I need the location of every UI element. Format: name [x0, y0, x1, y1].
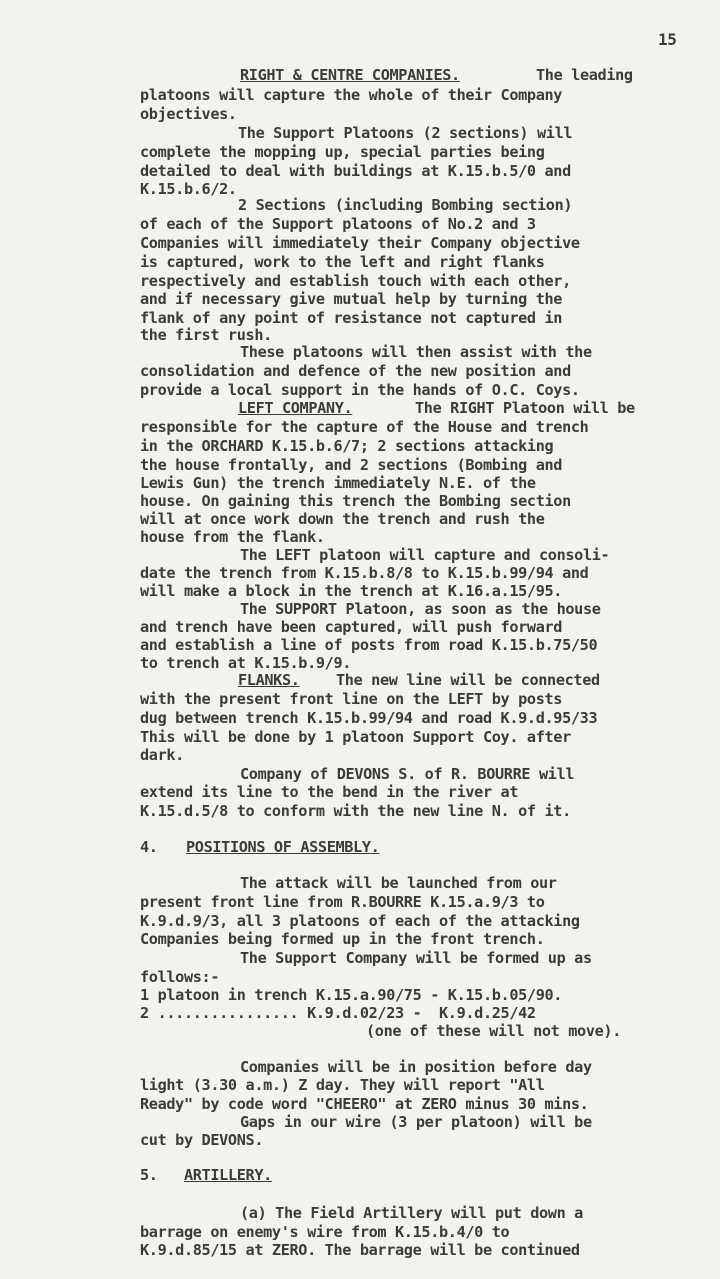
text-line: (one of these will not move).	[366, 1022, 622, 1040]
text-line: is captured, work to the left and right flanks	[140, 253, 545, 271]
text-line: to trench at K.15.b.9/9.	[140, 654, 352, 672]
text-line: Gaps in our wire (3 per platoon) will be	[240, 1113, 592, 1131]
positions-of-assembly-heading: POSITIONS OF ASSEMBLY.	[186, 838, 380, 856]
text-line: consolidation and defence of the new position and	[140, 362, 571, 380]
text-line: 2 ................ K.9.d.02/23 - K.9.d.25/42	[140, 1004, 536, 1022]
text-line: present front line from R.BOURRE K.15.a.9/3 to	[140, 893, 545, 911]
text-line: light (3.30 a.m.) Z day. They will report "All	[140, 1076, 545, 1094]
artillery-heading: ARTILLERY.	[184, 1166, 272, 1184]
text-line: objectives.	[140, 105, 237, 123]
text-line: the house frontally, and 2 sections (Bombing and	[140, 456, 563, 474]
text-line: follows:-	[140, 968, 220, 986]
text-line: responsible for the capture of the House and trench	[140, 418, 589, 436]
left-company-heading: LEFT COMPANY.	[238, 399, 353, 417]
text-line: provide a local support in the hands of O.C. Coys.	[140, 381, 580, 399]
page-number: 15	[658, 30, 677, 49]
section-number: 5.	[140, 1166, 158, 1184]
text-line: dug between trench K.15.b.99/94 and road K.9.d.95/33	[140, 709, 598, 727]
text-line: Lewis Gun) the trench immediately N.E. of the	[140, 474, 536, 492]
right-centre-heading: RIGHT & CENTRE COMPANIES.	[240, 66, 460, 84]
text-line: The attack will be launched from our	[240, 874, 557, 892]
text-line: The Support Platoons (2 sections) will	[238, 124, 573, 142]
text-line: Company of DEVONS S. of R. BOURRE will	[240, 765, 575, 783]
text-line: These platoons will then assist with the	[240, 343, 592, 361]
text-line: house from the flank.	[140, 528, 325, 546]
text-line: complete the mopping up, special parties being	[140, 143, 545, 161]
text-line: K.15.d.5/8 to conform with the new line N. of it.	[140, 802, 571, 820]
text-line: K.9.d.9/3, all 3 platoons of each of the attacking	[140, 912, 580, 930]
text-line: (a) The Field Artillery will put down a	[240, 1204, 583, 1222]
text-line: The LEFT platoon will capture and consoli-	[240, 546, 610, 564]
text-line: Ready" by code word "CHEERO" at ZERO minus 30 mins.	[140, 1095, 589, 1113]
text-line: K.15.b.6/2.	[140, 180, 237, 198]
text-line: will make a block in the trench at K.16.a.15/95.	[140, 582, 563, 600]
text-line: The leading	[536, 66, 633, 84]
text-line: in the ORCHARD K.15.b.6/7; 2 sections attacking	[140, 437, 554, 455]
text-line: K.9.d.85/15 at ZERO. The barrage will be continued	[140, 1241, 580, 1259]
text-line: respectively and establish touch with each other,	[140, 272, 571, 290]
text-line: and establish a line of posts from road K.15.b.75/50	[140, 636, 598, 654]
text-line: extend its line to the bend in the river at	[140, 783, 519, 801]
text-line: 2 Sections (including Bombing section)	[238, 196, 573, 214]
section-number: 4.	[140, 838, 158, 856]
text-line: and if necessary give mutual help by turning the	[140, 290, 563, 308]
text-line: cut by DEVONS.	[140, 1131, 264, 1149]
text-line: Companies will be in position before day	[240, 1058, 592, 1076]
text-line: of each of the Support platoons of No.2 and 3	[140, 215, 536, 233]
text-line: The RIGHT Platoon will be	[415, 399, 635, 417]
text-line: detailed to deal with buildings at K.15.b.5/0 and	[140, 162, 571, 180]
text-line: with the present front line on the LEFT by posts	[140, 690, 563, 708]
text-line: flank of any point of resistance not captured in	[140, 309, 563, 327]
flanks-heading: FLANKS.	[238, 671, 300, 689]
text-line: 1 platoon in trench K.15.a.90/75 - K.15.b.05/90.	[140, 986, 563, 1004]
text-line: This will be done by 1 platoon Support Coy. after	[140, 728, 571, 746]
text-line: Companies being formed up in the front trench.	[140, 930, 545, 948]
text-line: platoons will capture the whole of their Company	[140, 86, 563, 104]
text-line: dark.	[140, 746, 184, 764]
text-line: Companies will immediately their Company objective	[140, 234, 580, 252]
text-line: and trench have been captured, will push forward	[140, 618, 563, 636]
text-line: house. On gaining this trench the Bombing section	[140, 492, 571, 510]
text-line: barrage on enemy's wire from K.15.b.4/0 to	[140, 1223, 510, 1241]
text-line: The SUPPORT Platoon, as soon as the house	[240, 600, 601, 618]
text-line: the first rush.	[140, 326, 272, 344]
text-line: The new line will be connected	[336, 671, 600, 689]
text-line: The Support Company will be formed up as	[240, 949, 592, 967]
text-line: date the trench from K.15.b.8/8 to K.15.b.99/94 and	[140, 564, 589, 582]
text-line: will at once work down the trench and rush the	[140, 510, 545, 528]
